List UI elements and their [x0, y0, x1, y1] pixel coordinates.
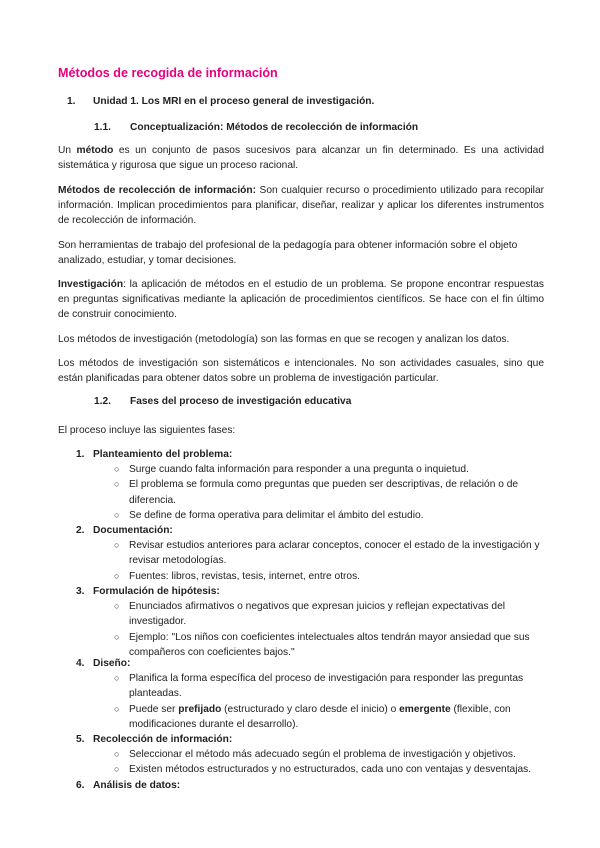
list-item — [76, 599, 546, 629]
unit-heading — [67, 96, 374, 107]
list-item — [76, 762, 546, 777]
bold-term: método — [76, 145, 114, 156]
phase-title — [76, 732, 546, 747]
list-item-text: Enunciados afirmativos o negativos que expresan juicios y reflejan expectativas del investigador. — [129, 601, 506, 628]
phase-number: 6. — [76, 780, 85, 791]
section-heading-1-1 — [94, 122, 418, 133]
list-item — [76, 462, 546, 477]
phase-title — [76, 584, 546, 599]
section-heading-1-2 — [94, 396, 351, 407]
section-label: Fases del proceso de investigación educativa — [130, 396, 352, 407]
list-item — [76, 508, 546, 523]
phase-title — [76, 656, 546, 671]
bullet-icon: ○ — [114, 703, 120, 714]
list-item — [76, 477, 546, 507]
section-number: 1.2. — [94, 396, 111, 407]
text-run: : la aplicación de métodos en el estudio de un problema. Se propone encontrar respuestas en preguntas significativas mediante la aplicación de procedimientos científicos. Se hace con el fin último de construir conocimiento. — [58, 279, 544, 321]
list-item-text — [129, 704, 511, 730]
bullet-icon: ○ — [114, 540, 120, 551]
text-run: (estructurado y claro desde el inicio) o — [221, 703, 400, 715]
unit-number: 1. — [67, 96, 76, 107]
text-run: Un — [58, 145, 77, 156]
paragraph-herramientas: Son herramientas de trabajo del profesional de la pedagogía para obtener información sobre el objeto analizado, estudiar, y tomar decisiones. — [58, 240, 518, 267]
bold-term: Investigación — [58, 279, 124, 290]
phase-number: 4. — [76, 658, 85, 669]
paragraph-fases-intro: El proceso incluye las siguientes fases: — [58, 425, 236, 436]
phase-planteamiento — [76, 447, 546, 523]
bullet-icon: ○ — [114, 570, 120, 581]
list-item-text: El problema se formula como preguntas que pueden ser descriptivas, de relación o de diferencia. — [129, 479, 519, 506]
list-item — [76, 671, 546, 701]
list-item-text: Ejemplo: "Los niños con coeficientes intelectuales altos tendrán mayor ansiedad que sus compañeros con coeficientes bajos." — [129, 631, 530, 658]
phase-label: Diseño: — [93, 658, 131, 669]
phase-items — [76, 671, 546, 732]
text-run: es un conjunto de pasos sucesivos para alcanzar un fin determinado. Es una actividad sistemática y rigurosa que sigue un proceso racional. — [58, 145, 544, 172]
phase-title — [76, 447, 546, 462]
bullet-icon: ○ — [114, 601, 120, 612]
phase-recoleccion — [76, 732, 546, 778]
paragraph-metodos-recoleccion — [58, 183, 544, 229]
list-item — [76, 538, 546, 568]
phase-label: Recolección de información: — [93, 734, 233, 745]
phase-items — [76, 538, 546, 584]
bullet-icon: ○ — [114, 479, 120, 490]
section-label: Conceptualización: Métodos de recolección de información — [130, 122, 419, 133]
list-item — [76, 702, 546, 732]
phase-analisis — [76, 778, 546, 793]
phase-hipotesis — [76, 584, 546, 660]
section-number: 1.1. — [94, 122, 111, 133]
phase-items — [76, 462, 546, 523]
phase-number: 5. — [76, 734, 85, 745]
phase-label: Formulación de hipótesis: — [93, 586, 220, 597]
phase-items — [76, 599, 546, 660]
list-item-text: Revisar estudios anteriores para aclarar conceptos, conocer el estado de la investigación y revisar metodologías. — [129, 540, 540, 567]
phase-label: Análisis de datos: — [93, 780, 181, 791]
phase-label: Planteamiento del problema: — [93, 449, 233, 460]
list-item-text: Surge cuando falta información para responder a una pregunta o inquietud. — [129, 464, 469, 476]
bold-term: prefijado — [178, 703, 222, 715]
phase-title — [76, 523, 546, 538]
phase-number: 2. — [76, 525, 85, 536]
paragraph-metodo — [58, 143, 544, 173]
phase-diseno — [76, 656, 546, 732]
list-item-text: Existen métodos estructurados y no estructurados, cada uno con ventajas y desventajas. — [129, 764, 532, 776]
phase-title — [76, 778, 546, 793]
paragraph-investigacion — [58, 277, 544, 323]
bold-term: emergente — [399, 703, 451, 715]
paragraph-metodologia: Los métodos de investigación (metodología) son las formas en que se recogen y analizan los datos. — [58, 334, 510, 345]
phase-number: 1. — [76, 449, 85, 460]
list-item — [76, 569, 546, 584]
text-run: Son cualquier recurso o procedimiento utilizado para recopilar información. Implican procedimientos para planificar, diseñar, realizar y aplicar los diferentes instrumentos de recolección de información. — [58, 185, 545, 227]
bullet-icon: ○ — [114, 749, 120, 760]
phase-documentacion — [76, 523, 546, 584]
text-run: (flexible, con modificaciones durante el desarrollo). — [129, 703, 511, 730]
list-item-text: Seleccionar el método más adecuado según el problema de investigación y objetivos. — [129, 749, 516, 761]
bullet-icon: ○ — [114, 509, 120, 520]
phase-number: 3. — [76, 586, 85, 597]
bullet-icon: ○ — [114, 631, 120, 642]
list-item — [76, 747, 546, 762]
bullet-icon: ○ — [114, 673, 120, 684]
unit-label: Unidad 1. Los MRI en el proceso general de investigación. — [93, 96, 375, 107]
list-item-text: Fuentes: libros, revistas, tesis, internet, entre otros. — [129, 570, 361, 582]
phase-items — [76, 747, 546, 777]
bullet-icon: ○ — [114, 464, 120, 475]
phase-label: Documentación: — [93, 525, 173, 536]
bold-term: Métodos de recolección de información: — [58, 185, 257, 196]
text-run: Puede ser — [129, 703, 179, 715]
paragraph-sistematicos: Los métodos de investigación son sistemáticos e intencionales. No son actividades casuales, sino que están planificadas para obtener datos sobre un problema de investigación particular. — [58, 358, 544, 385]
page-title: Métodos de recogida de información — [58, 66, 278, 80]
list-item-text: Planifica la forma específica del proceso de investigación para responder las preguntas planteadas. — [129, 673, 524, 700]
list-item-text: Se define de forma operativa para delimitar el ámbito del estudio. — [129, 509, 424, 521]
bullet-icon: ○ — [114, 764, 120, 775]
